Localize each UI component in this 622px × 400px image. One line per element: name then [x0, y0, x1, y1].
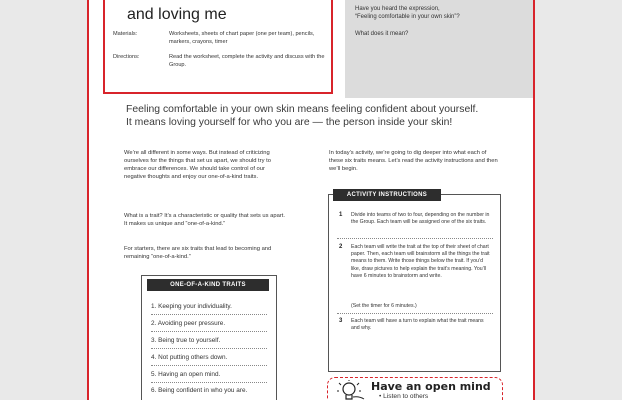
trait-item: 6. Being confident in who you are.	[151, 387, 248, 394]
worksheet-page	[87, 0, 535, 400]
directions-text: Read the worksheet, complete the activity and discuss with the Group.	[169, 54, 325, 68]
page-title: and loving me	[127, 6, 227, 23]
directions-row	[113, 53, 343, 73]
divider	[151, 382, 267, 383]
instructions-heading: ACTIVITY INSTRUCTIONS	[333, 189, 441, 201]
lightbulb-icon	[337, 380, 367, 400]
materials-label: Materials:	[113, 31, 138, 37]
divider	[337, 313, 493, 314]
left-paragraph-3: For starters, there are six traits that lead to becoming and remaining “one-of-a-kind.”	[124, 246, 272, 260]
materials-text: Worksheets, sheets of chart paper (one per team), pencils, markers, crayons, timer	[169, 31, 315, 45]
trait-item: 3. Being true to yourself.	[151, 337, 221, 344]
trait-item: 5. Having an open mind.	[151, 371, 221, 378]
open-mind-bullet: • Listen to others	[379, 393, 429, 400]
trait-item: 2. Avoiding peer pressure.	[151, 320, 226, 327]
header-section	[89, 0, 343, 98]
question-line-1: Have you heard the expression,	[355, 6, 440, 12]
materials-row	[113, 30, 343, 50]
left-paragraph-2: What is a trait? It’s a characteristic or quality that sets us apart. It makes us unique and “one-of-a-kind.”	[124, 213, 285, 227]
trait-item: 1. Keeping your individuality.	[151, 303, 232, 310]
step-text: Divide into teams of two to four, depending on the number in the Group. Each team will be assigned one of the six traits.	[351, 212, 490, 226]
intro-paragraph: Feeling comfortable in your own skin means feeling confident about yourself. It means loving yourself for who you are — the person inside your skin!	[126, 104, 479, 128]
trait-item: 4. Not putting others down.	[151, 354, 228, 361]
directions-label: Directions:	[113, 54, 140, 60]
step-text: Each team will write the trait at the top of their sheet of chart paper. Then, each team will brainstorm all the things the trait means to them. Write those things below the trait. If you’d like, draw pictures to help explain the trait’s meaning. You’ll have 6 minutes to brainstorm and write.	[351, 244, 490, 279]
step-number: 3	[339, 318, 343, 324]
step-text: Each team will have a turn to explain what the trait means and why.	[351, 318, 484, 332]
divider	[151, 365, 267, 366]
right-paragraph-1: In today’s activity, we’re going to dig deeper into what each of these six traits means. Let’s read the activity instructions and then we’ll begin.	[329, 150, 498, 172]
divider	[151, 331, 267, 332]
traits-heading: ONE-OF-A-KIND TRAITS	[147, 279, 269, 291]
question-line-2: “Feeling comfortable in your own skin”?	[355, 14, 460, 20]
question-panel	[345, 0, 533, 98]
step-number: 2	[339, 244, 343, 250]
left-paragraph-1: We’re all different in some ways. But instead of criticizing ourselves for the things that set us apart, we should try to embrace our differences. We should take control of our negative thoughts and enjoy our one-of-a-kind traits.	[124, 150, 271, 180]
divider	[151, 348, 267, 349]
divider	[337, 238, 493, 239]
step-number: 1	[339, 212, 343, 218]
divider	[151, 314, 267, 315]
open-mind-title: Have an open mind	[371, 380, 491, 393]
question-line-3: What does it mean?	[355, 31, 409, 37]
timer-note: (Set the timer for 6 minutes.)	[351, 303, 417, 309]
